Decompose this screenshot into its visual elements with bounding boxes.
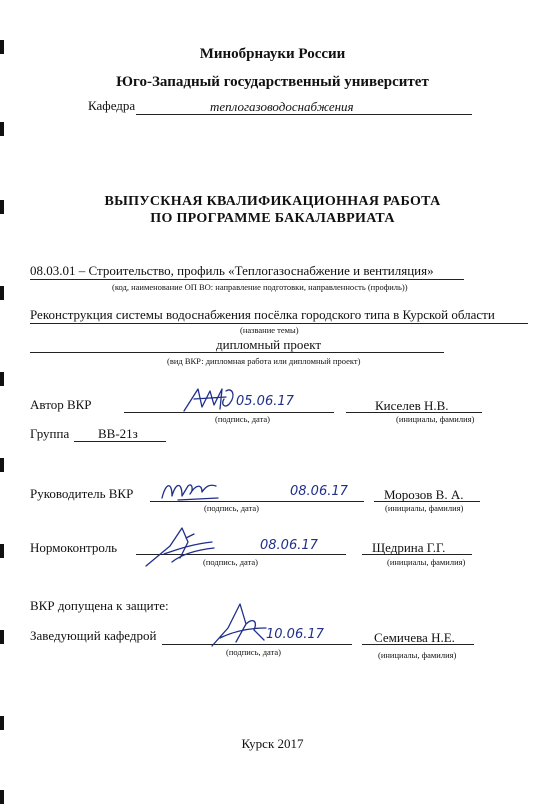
- head-signature: [206, 598, 272, 652]
- normcontrol-name: Щедрина Г.Г.: [372, 540, 446, 555]
- author-name: Киселев Н.В.: [375, 398, 449, 413]
- department-label: Кафедра: [88, 98, 136, 113]
- binding-mark: [0, 544, 4, 558]
- specialty-value: 08.03.01 – Строительство, профиль «Теплогазоснабжение и вентиляция»: [30, 263, 434, 278]
- binding-mark: [0, 716, 4, 730]
- group-label: Группа: [30, 426, 70, 441]
- normcontrol-sign-caption: (подпись, дата): [203, 557, 259, 567]
- specialty-caption: (код, наименование ОП ВО: направление подготовки, направленность (профиль)): [112, 282, 408, 292]
- binding-mark: [0, 122, 4, 136]
- topic-underline: [30, 323, 528, 324]
- binding-mark: [0, 372, 4, 386]
- admission-text: ВКР допущена к защите:: [30, 598, 169, 613]
- head-label: Заведующий кафедрой: [30, 628, 157, 643]
- head-name: Семичева Н.Е.: [374, 630, 455, 645]
- normcontrol-date: 08.06.17: [260, 538, 318, 553]
- supervisor-name: Морозов В. А.: [384, 487, 464, 502]
- head-sign-caption: (подпись, дата): [226, 647, 282, 657]
- group-value: ВВ-21з: [98, 426, 138, 441]
- supervisor-sign-caption: (подпись, дата): [204, 503, 260, 513]
- document-title-line2: ПО ПРОГРАММЕ БАКАЛАВРИАТА: [150, 211, 395, 226]
- supervisor-date: 08.06.17: [290, 484, 348, 499]
- binding-mark: [0, 630, 4, 644]
- document-title-line1: ВЫПУСКНАЯ КВАЛИФИКАЦИОННАЯ РАБОТА: [104, 194, 441, 209]
- type-value: дипломный проект: [216, 337, 322, 352]
- binding-mark: [0, 286, 4, 300]
- author-label: Автор ВКР: [30, 397, 92, 412]
- topic-value: Реконструкция системы водоснабжения посёлка городского типа в Курской области: [30, 307, 495, 322]
- binding-mark: [0, 790, 4, 804]
- department-value: теплогазоводоснабжения: [210, 99, 354, 114]
- head-date: 10.06.17: [266, 627, 324, 642]
- supervisor-signature: [158, 476, 228, 504]
- specialty-underline: [30, 279, 464, 280]
- binding-mark: [0, 458, 4, 472]
- author-sign-caption: (подпись, дата): [215, 414, 271, 424]
- supervisor-label: Руководитель ВКР: [30, 486, 134, 501]
- topic-caption: (название темы): [240, 325, 299, 335]
- author-name-caption: (инициалы, фамилия): [396, 414, 475, 424]
- supervisor-name-caption: (инициалы, фамилия): [385, 503, 464, 513]
- place-year: Курск 2017: [241, 736, 304, 751]
- ministry-name: Минобрнауки России: [199, 46, 346, 62]
- author-date: 05.06.17: [236, 394, 294, 409]
- normcontrol-label: Нормоконтроль: [30, 540, 118, 555]
- normcontrol-name-caption: (инициалы, фамилия): [387, 557, 466, 567]
- type-caption: (вид ВКР: дипломная работа или дипломный проект): [167, 356, 361, 366]
- university-name: Юго-Западный государственный университет: [116, 74, 429, 90]
- head-name-caption: (инициалы, фамилия): [378, 650, 457, 660]
